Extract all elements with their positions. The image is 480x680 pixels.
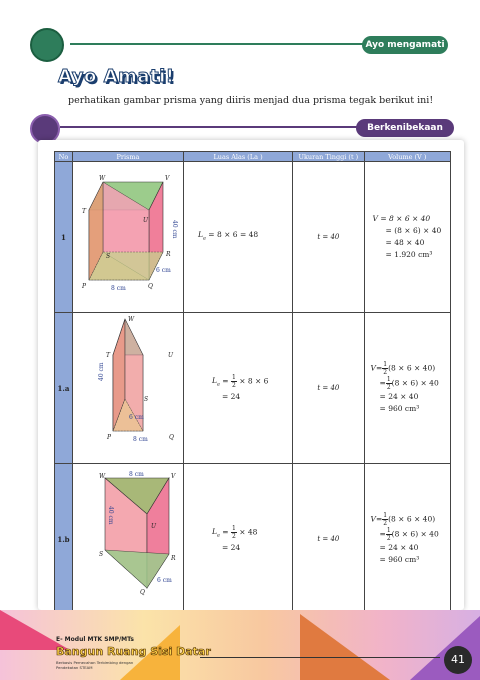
vertex-q: Q	[147, 283, 153, 290]
vertex-w: W	[98, 473, 106, 480]
footer-decoration	[410, 616, 480, 680]
vertex-s: S	[105, 253, 111, 260]
base-area-formula: = 8 × 6 = 48	[208, 230, 259, 240]
header-tinggi: Ukuran Tinggi (t )	[293, 152, 364, 162]
height-cell	[293, 162, 364, 313]
height-cell	[293, 313, 364, 464]
footer-module: E- Modul MTK SMP/MTs	[56, 636, 135, 643]
table-row	[55, 464, 451, 615]
header-volume: Volume (V )	[364, 152, 450, 162]
footer-decoration	[0, 610, 70, 650]
volume-cell	[364, 162, 450, 313]
header-luas-alas: Luas Alas (La )	[183, 152, 292, 162]
volume-step-4: = 1.920 cm³	[385, 250, 433, 259]
volume-step-3: = 48 × 40	[385, 238, 425, 247]
footer-subtitle	[56, 660, 133, 670]
base-area-cell: $L_a$ = $\frac{1}{2}$ × 8 × 6 = 24	[183, 313, 292, 464]
width-label: 8 cm	[128, 471, 144, 478]
volume-cell: V= $\frac{1}{2}$ (8 × 6 × 40) = $\frac{1}{2}$ (8 × 6) × 40 = 24 × 40 = 960 cm³	[364, 464, 450, 615]
height-label: 40 cm	[97, 362, 105, 381]
header-no: No	[55, 152, 73, 162]
la-symbol: $L_a$	[197, 230, 206, 242]
full-prism-diagram	[73, 162, 183, 310]
base-area-cell: $L_a$ = $\frac{1}{2}$ × 48 = 24	[183, 464, 292, 615]
height-label: 40 cm	[170, 220, 178, 239]
volume-step-3: = 24 × 40	[379, 543, 419, 552]
depth-label: 6 cm	[155, 267, 171, 274]
la-symbol: $L_a$	[211, 376, 220, 388]
volume-step-1: (8 × 6 × 40)	[388, 514, 436, 524]
volume-step-2: = (8 × 6) × 40	[385, 226, 442, 235]
footer-subtitle-line-1: Berbasis Pemecahan Terbimbing dengan	[56, 660, 134, 665]
global-diversity-badge: Berkenibekaan	[356, 119, 454, 137]
half-prism-b-diagram	[73, 464, 183, 612]
vertex-u: U	[167, 352, 173, 359]
page-number: 41	[444, 646, 472, 674]
vertex-w: W	[98, 175, 106, 182]
header-prisma: Prisma	[72, 152, 183, 162]
vertex-u: U	[150, 523, 156, 530]
base-area-result: = 24	[221, 391, 241, 401]
footer-subtitle-line-2: Pendekatan STEAM	[56, 665, 93, 670]
height-value: t = 40	[317, 384, 340, 392]
table-row	[55, 162, 451, 313]
width-label: 8 cm	[110, 285, 126, 292]
volume-step-3: = 24 × 40	[379, 392, 419, 401]
vertex-t: T	[81, 208, 86, 215]
vertex-p: P	[106, 434, 111, 441]
volume-step-1: V = 8 × 6 × 40	[372, 214, 431, 223]
depth-label: 6 cm	[156, 577, 172, 584]
volume-step-2: (8 × 6) × 40	[391, 378, 439, 388]
row-number: 1.b	[55, 464, 73, 615]
volume-step-2: (8 × 6) × 40	[391, 529, 439, 539]
vertex-s: S	[143, 396, 149, 403]
volume-step-4: = 960 cm³	[379, 555, 420, 564]
prism-figure-cell	[72, 464, 183, 615]
half-prism-a-diagram	[73, 313, 183, 461]
vertex-t: T	[105, 352, 110, 359]
la-symbol: $L_a$	[211, 527, 220, 539]
row-number: 1	[55, 162, 73, 313]
volume-step-4: = 960 cm³	[379, 404, 420, 413]
height-label: 40 cm	[106, 506, 114, 525]
vertex-q: Q	[139, 589, 145, 596]
half-fraction: $\frac{1}{2}$	[231, 373, 236, 389]
badge-divider	[60, 126, 360, 128]
half-fraction: $\frac{1}{2}$	[231, 524, 236, 540]
module-logo-icon	[30, 28, 64, 62]
height-cell	[293, 464, 364, 615]
height-value: t = 40	[317, 233, 340, 241]
base-area-formula: × 48	[239, 527, 258, 536]
header-divider	[70, 43, 370, 45]
footer-divider	[200, 657, 440, 658]
vertex-p: P	[81, 283, 86, 290]
volume-step-1: (8 × 6 × 40)	[388, 363, 436, 373]
base-area-cell	[183, 162, 292, 313]
height-value: t = 40	[317, 535, 340, 543]
vertex-r: R	[170, 555, 176, 562]
vertex-q: Q	[168, 434, 174, 441]
width-label: 8 cm	[132, 436, 148, 443]
base-area-formula: × 8 × 6	[239, 376, 269, 385]
vertex-w: W	[127, 316, 135, 323]
table-header-row	[55, 152, 451, 162]
prism-figure-cell	[72, 313, 183, 464]
section-pill: Ayo mengamati	[362, 36, 448, 54]
vertex-u: U	[142, 217, 148, 224]
vertex-r: R	[165, 251, 171, 258]
instruction-text: perhatikan gambar prisma yang diiris menjad dua prisma tegak berikut ini!	[68, 95, 434, 106]
vertex-v: V	[164, 175, 170, 182]
volume-cell: V= $\frac{1}{2}$ (8 × 6 × 40) = $\frac{1}{2}$ (8 × 6) × 40 = 24 × 40 = 960 cm³	[364, 313, 450, 464]
base-area-result: = 24	[221, 542, 241, 552]
table-row	[55, 313, 451, 464]
vertex-s: S	[98, 551, 104, 558]
prism-table	[54, 151, 451, 615]
page-title: Ayo Amati!	[58, 66, 175, 87]
vertex-v: V	[170, 473, 176, 480]
prism-figure-cell	[72, 162, 183, 313]
footer-decoration	[300, 614, 390, 680]
depth-label: 6 cm	[128, 414, 144, 421]
footer-title: Bangun Ruang Sisi Datar	[56, 645, 211, 658]
row-number: 1.a	[55, 313, 73, 464]
